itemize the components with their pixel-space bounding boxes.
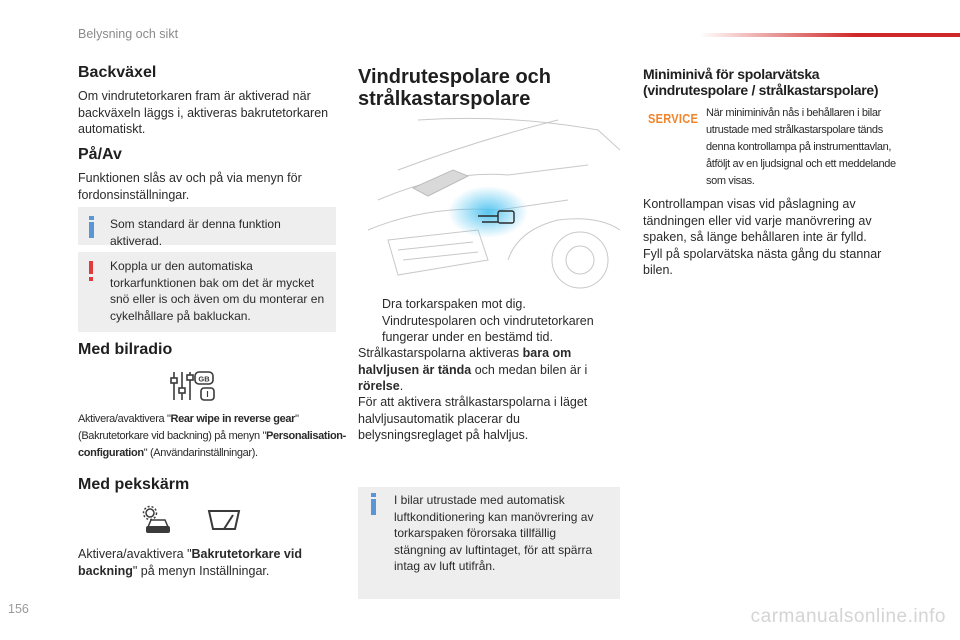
backvaxel-heading: Backväxel [78, 64, 157, 81]
backvaxel-text: Om vindrutetorkaren fram är aktiverad när backväxeln läggs i, aktiveras bakrutetorkaren automatiskt. [78, 89, 329, 136]
page-number: 156 [8, 602, 29, 616]
radio-icon-label-gb: GB [198, 374, 210, 384]
info-icon [371, 499, 376, 515]
warning-icon [89, 261, 93, 274]
header-accent-bar [700, 33, 960, 37]
pa-av-text: Funktionen slås av och på via menyn för fordonsinställningar. [78, 171, 302, 202]
radio-heading: Med bilradio [78, 341, 173, 358]
washer-paragraph: Strålkastarspolarna aktiveras bara om halvljusen är tända och medan bilen är i rörelse. [358, 346, 588, 393]
section-header: Belysning och sikt [78, 27, 179, 41]
radio-text: Aktivera/avaktivera "Rear wipe in reverse gear" (Bakrutetorkare vid backning) på menyn "Personalisation-configuration" (Användarinställningar). [78, 413, 346, 459]
info-box-aircon-text: I bilar utrustade med automatisk luftkonditionering kan manövrering av torkarspaken förorsaka tillfällig stängning av luftintaget, för att spärra intag av luft utifrån. [394, 493, 594, 573]
info-box-default-text: Som standard är denna funktion aktiverad. [110, 217, 281, 248]
touch-heading: Med pekskärm [78, 476, 190, 493]
radio-icon-label-i: I [206, 390, 209, 399]
touch-text: Aktivera/avaktivera "Bakrutetorkare vid backning" på menyn Inställningar. [78, 547, 302, 578]
washer-title: Vindrutespolare och strålkastarspolare [358, 66, 552, 110]
washer-paragraph-2: För att aktivera strålkastarspolarna i läget halvljusautomatik placerar du belysningsreglaget på halvljus. [358, 395, 588, 442]
info-box-aircon [358, 487, 620, 599]
bullet-text: Dra torkarspaken mot dig. Vindrutespolaren och vindrutetorkaren fungerar under en bestämd tid. [382, 297, 594, 344]
service-warning-icon: SERVICE [648, 111, 699, 126]
radio-settings-icon [168, 368, 222, 404]
watermark: carmanualsonline.info [750, 606, 946, 627]
car-front-illustration [358, 110, 620, 290]
warning-box [78, 252, 336, 332]
min-level-title: Miniminivå för spolarvätska (vindrutespolare / strålkastarspolare) [643, 66, 879, 98]
car-settings-icon [142, 505, 174, 535]
info-icon [89, 222, 94, 238]
service-text: När miniminivån nås i behållaren i bilar utrustade med strålkastarspolare tänds denna kontrollampa på instrumenttavlan, åtföljt av en ljudsignal och ett meddelande som visas. [706, 107, 896, 187]
rear-wiper-icon [206, 508, 242, 532]
min-level-text: Kontrollampan visas vid påslagning av tändningen eller vid varje manövrering av spaken, så länge behållaren inte är fylld. Fyll på spolarvätska nästa gång du stannar bilen. [643, 197, 882, 277]
info-box-default [78, 207, 336, 248]
warning-box-text: Koppla ur den automatiska torkarfunktionen bak om det är mycket snö eller is och även om du monterar en cykelhållare på bakluckan. [110, 259, 325, 323]
pa-av-heading: På/Av [78, 146, 122, 163]
